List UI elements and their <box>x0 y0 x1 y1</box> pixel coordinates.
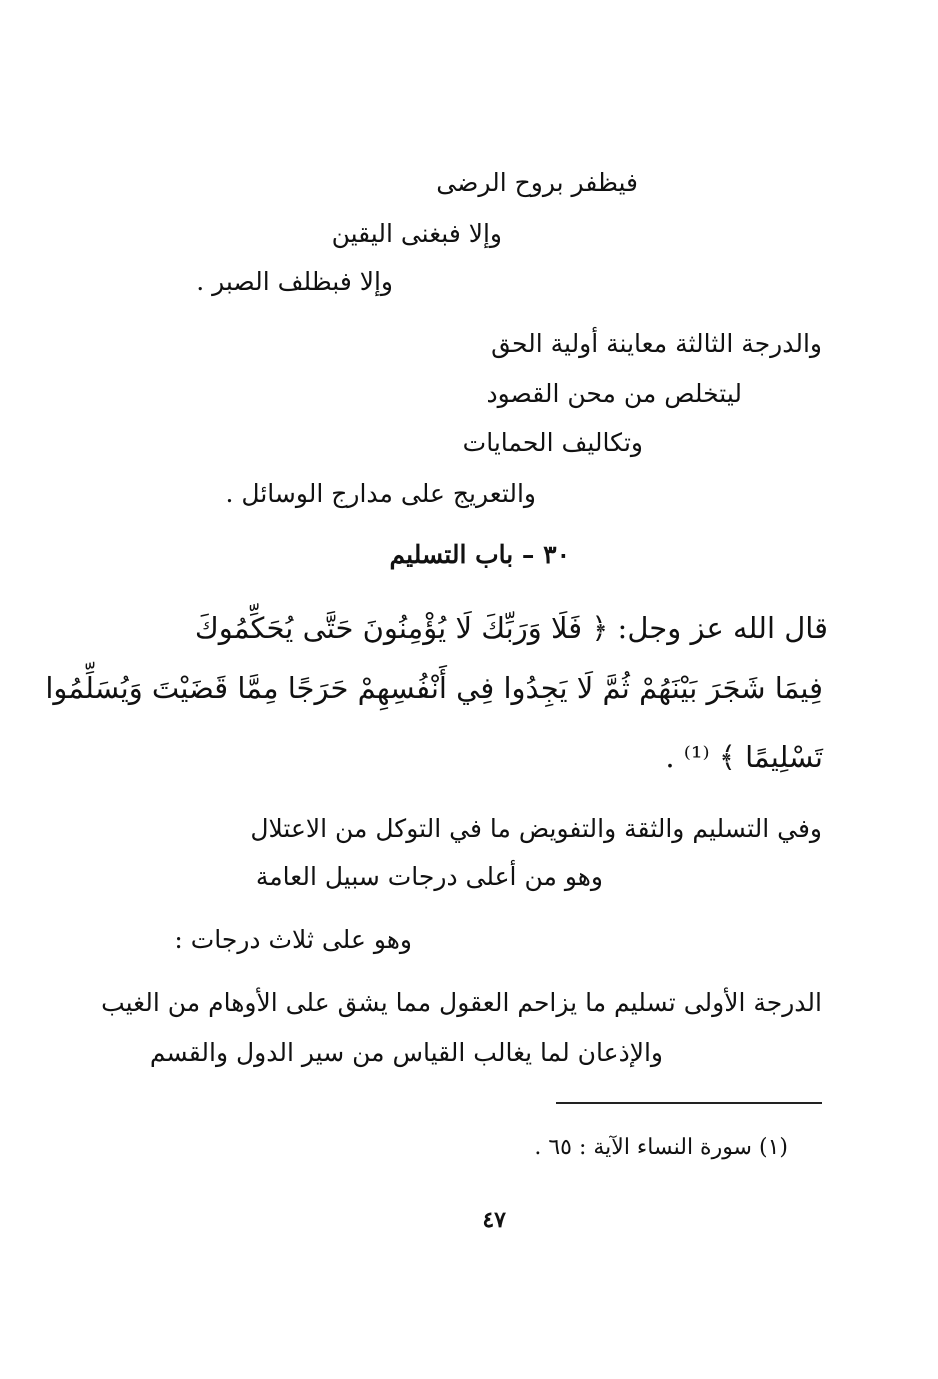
quran-line-3: تَسْلِيمًا ﴾ ⁽¹⁾ . <box>665 740 823 774</box>
body-line-5: والإذعان لما يغالب القياس من سير الدول والقسم <box>149 1038 663 1067</box>
third-degree-line-1: والدرجة الثالثة معاينة أولية الحق <box>491 329 822 358</box>
third-degree-line-4: والتعريج على مدارج الوسائل . <box>225 479 536 508</box>
third-degree-line-2: ليتخلص من محن القصود <box>486 379 742 408</box>
footnote: (١) سورة النساء الآية : ٦٥ . <box>534 1135 788 1160</box>
footnote-divider <box>556 1102 822 1104</box>
quran-line-2: فِيمَا شَجَرَ بَيْنَهُمْ ثُمَّ لَا يَجِدُوا فِي أَنْفُسِهِمْ حَرَجًا مِمَّا قَضَيْتَ وَيُسَلِّمُوا <box>45 671 823 705</box>
body-line-3: وهو على ثلاث درجات : <box>174 925 412 954</box>
body-line-1: وفي التسليم والثقة والتفويض ما في التوكل من الاعتلال <box>250 814 822 843</box>
page-number: ٤٧ <box>482 1207 506 1233</box>
body-line-4: الدرجة الأولى تسليم ما يزاحم العقول مما يشق على الأوهام من الغيب <box>101 988 822 1017</box>
third-degree-line-3: وتكاليف الحمايات <box>462 428 643 457</box>
poem-line-3: وإلا فبظلف الصبر . <box>196 267 393 296</box>
poem-line-1: فيظفر بروح الرضى <box>436 168 638 197</box>
quran-line-1: قال الله عز وجل: ﴿ فَلَا وَرَبِّكَ لَا يُؤْمِنُونَ حَتَّى يُحَكِّمُوكَ <box>194 611 828 645</box>
body-line-2: وهو من أعلى درجات سبيل العامة <box>255 862 603 891</box>
section-heading: ٣٠ – باب التسليم <box>389 540 570 569</box>
poem-line-2: وإلا فبغنى اليقين <box>331 219 502 248</box>
